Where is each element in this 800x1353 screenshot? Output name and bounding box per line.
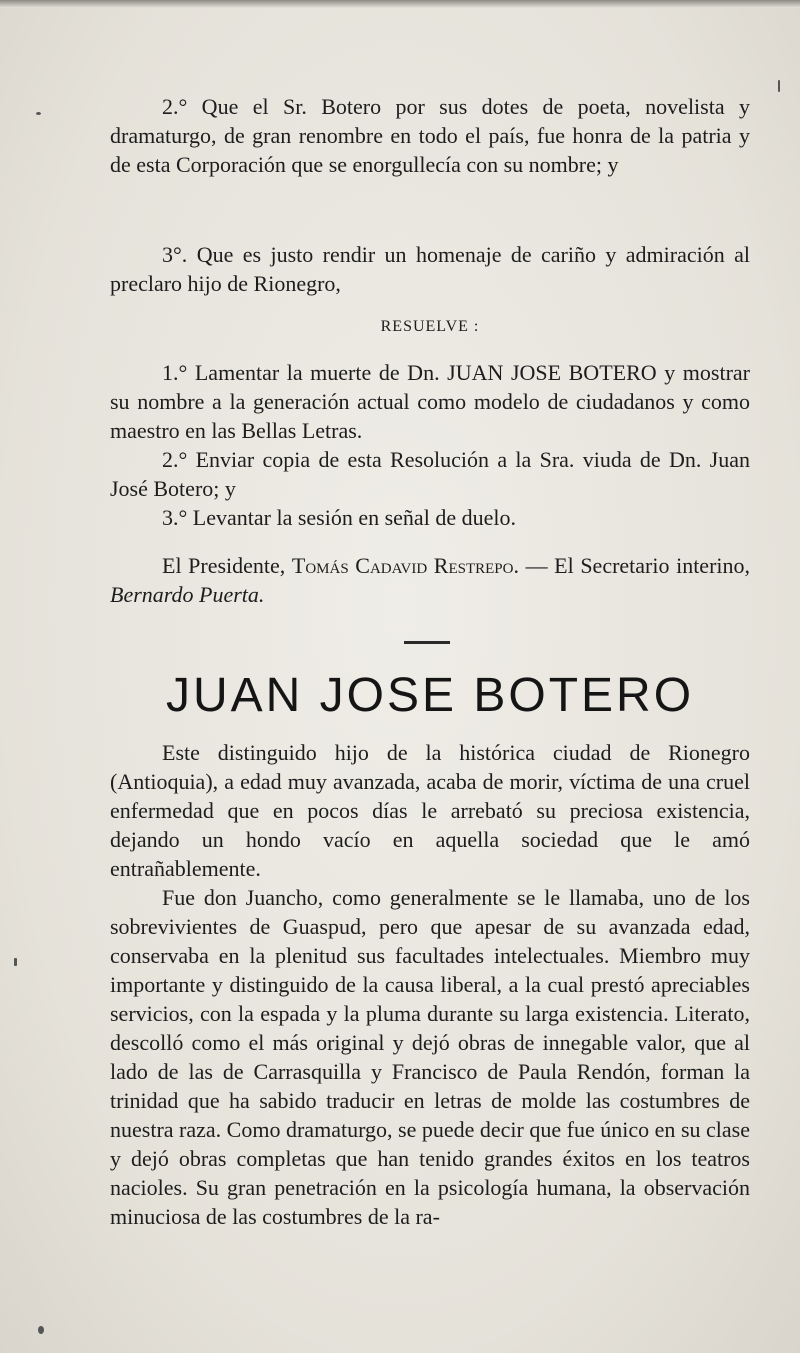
paper-speck: [38, 1326, 44, 1334]
resolution-item: 2.° Enviar copia de esta Resolución a la Sra. viuda de Dn. Juan José Botero; y: [110, 447, 750, 501]
body-paragraph: Este distinguido hijo de la histórica ciudad de Rionegro (Antioquia), a edad muy avanzada, acaba de morir, víctima de una cruel enfermedad que en pocos días le arrebató su preciosa existencia, dejando un hondo vacío en aquella sociedad que le amó entrañablemente.: [110, 740, 750, 881]
page-top-edge: [0, 0, 800, 8]
considerando-2-text: 2.° Que el Sr. Botero por sus dotes de poeta, novelista y dramaturgo, de gran renombre en todo el país, fue honra de la patria y de esta Corporación que se enorgullecía con su nombre; y: [110, 94, 750, 177]
signature-block: [110, 551, 750, 609]
paper-speck: [14, 958, 17, 966]
secretary-name: Bernardo Puerta.: [110, 582, 265, 607]
signature-paragraph: [110, 551, 750, 609]
secretary-prefix: — El Secretario interino,: [525, 553, 751, 578]
president-name: Tomás Cadavid Restrepo.: [291, 553, 519, 578]
article-body: [110, 738, 750, 1231]
considerando-2: [110, 92, 750, 179]
president-prefix: El Presidente,: [162, 553, 286, 578]
resuelve-heading: RESUELVE :: [380, 318, 480, 335]
resolutions-list: [110, 358, 750, 532]
paper-speck: [36, 112, 41, 115]
considerando-3: [110, 240, 750, 298]
resolution-item: 1.° Lamentar la muerte de Dn. JUAN JOSE BOTERO y mostrar su nombre a la generación actual como modelo de ciudadanos y como maestro en las Bellas Letras.: [110, 360, 750, 443]
body-paragraph: Fue don Juancho, como generalmente se le llamaba, uno de los sobrevivientes de Guaspud, pero que apesar de su avanzada edad, conservaba en la plenitud sus facultades intelectuales. Miembro muy importante y distinguido de la causa liberal, a la cual prestó apreciables servicios, con la espada y la pluma durante su larga existencia. Literato, descolló como el más original y dejó obras de innegable valor, que al lado de las de Carrasquilla y Francisco de Paula Rendón, forman la trinidad que ha sabido traducir en letras de molde las costumbres de nuestra raza. Como dramaturgo, se puede decir que fue único en su clase y dejó obras completas que han tenido grandes éxitos en los teatros nacioles. Su gran penetración en la psicología humana, la observación minuciosa de las costumbres de la ra-: [110, 885, 750, 1229]
section-divider: [404, 641, 450, 644]
considerando-3-text: 3°. Que es justo rendir un homenaje de cariño y admiración al preclaro hijo de Rionegro,: [110, 242, 750, 296]
resolution-item: 3.° Levantar la sesión en señal de duelo.: [162, 505, 516, 530]
article-heading: JUAN JOSE BOTERO: [165, 669, 695, 722]
paper-speck: [778, 80, 780, 92]
